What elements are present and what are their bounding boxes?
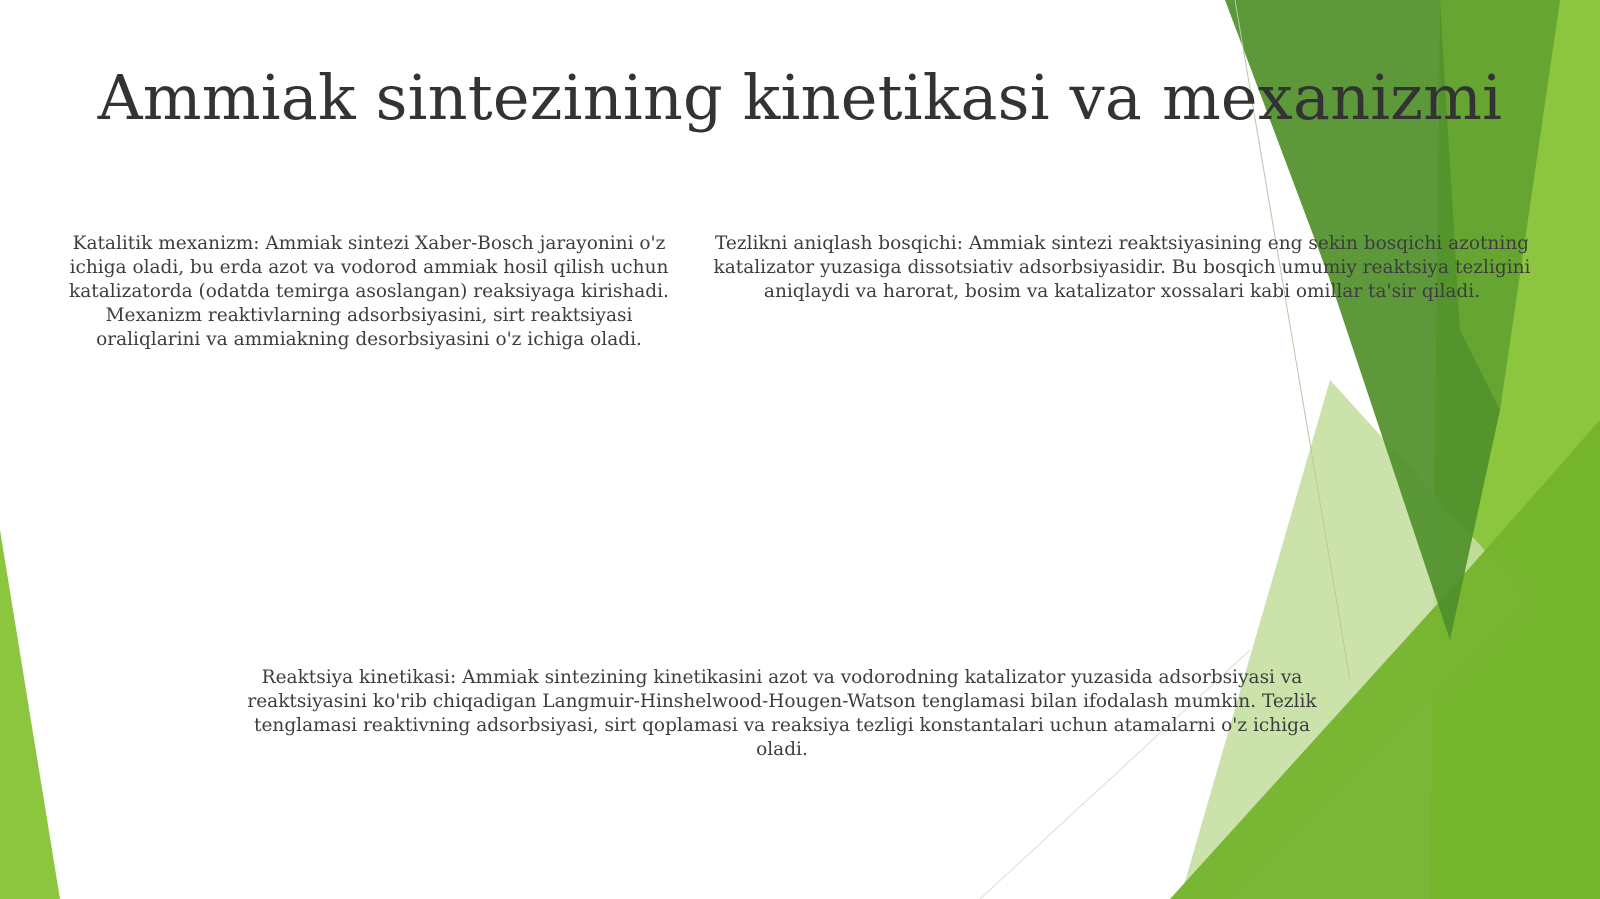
left-green-shape [0, 530, 60, 899]
rate-determining-step-text: Tezlikni aniqlash bosqichi: Ammiak sintezi reaktsiyasining eng sekin bosqichi azotning katalizator yuzasiga dissotsiativ adsorbsiyasidir. Bu bosqich umumiy reaktsiya tezligini aniqlaydi va harorat, bosim va katalizator xossalari kabi omillar ta'sir qiladi. [713, 233, 1531, 302]
catalytic-mechanism-text: Katalitik mexanizm: Ammiak sintezi Xaber-Bosch jarayonini o'z ichiga oladi, bu erda azot va vodorod ammiak hosil qilish uchun katalizatorda (odatda temirga asoslangan) reaksiyaga kirishadi. Mexanizm reaktivlarning adsorbsiyasini, sirt reaktsiyasi oraliqlarini va ammiakning desorbsiyasini o'z ichiga oladi. [69, 233, 669, 350]
slide-title: Ammiak sintezining kinetikasi va mexanizmi [97, 61, 1503, 134]
reaction-kinetics-text: Reaktsiya kinetikasi: Ammiak sintezining kinetikasini azot va vodorodning katalizator yuzasida adsorbsiyasi va reaktsiyasini ko'rib chiqadigan Langmuir-Hinshelwood-Hougen-Watson tenglamasi bilan ifodalash mumkin. Tezlik tenglamasi reaktivning adsorbsiyasi, sirt qoplamasi va reaksiya tezligi konstantalari uchun atamalarni o'z ichiga oladi. [247, 667, 1317, 760]
